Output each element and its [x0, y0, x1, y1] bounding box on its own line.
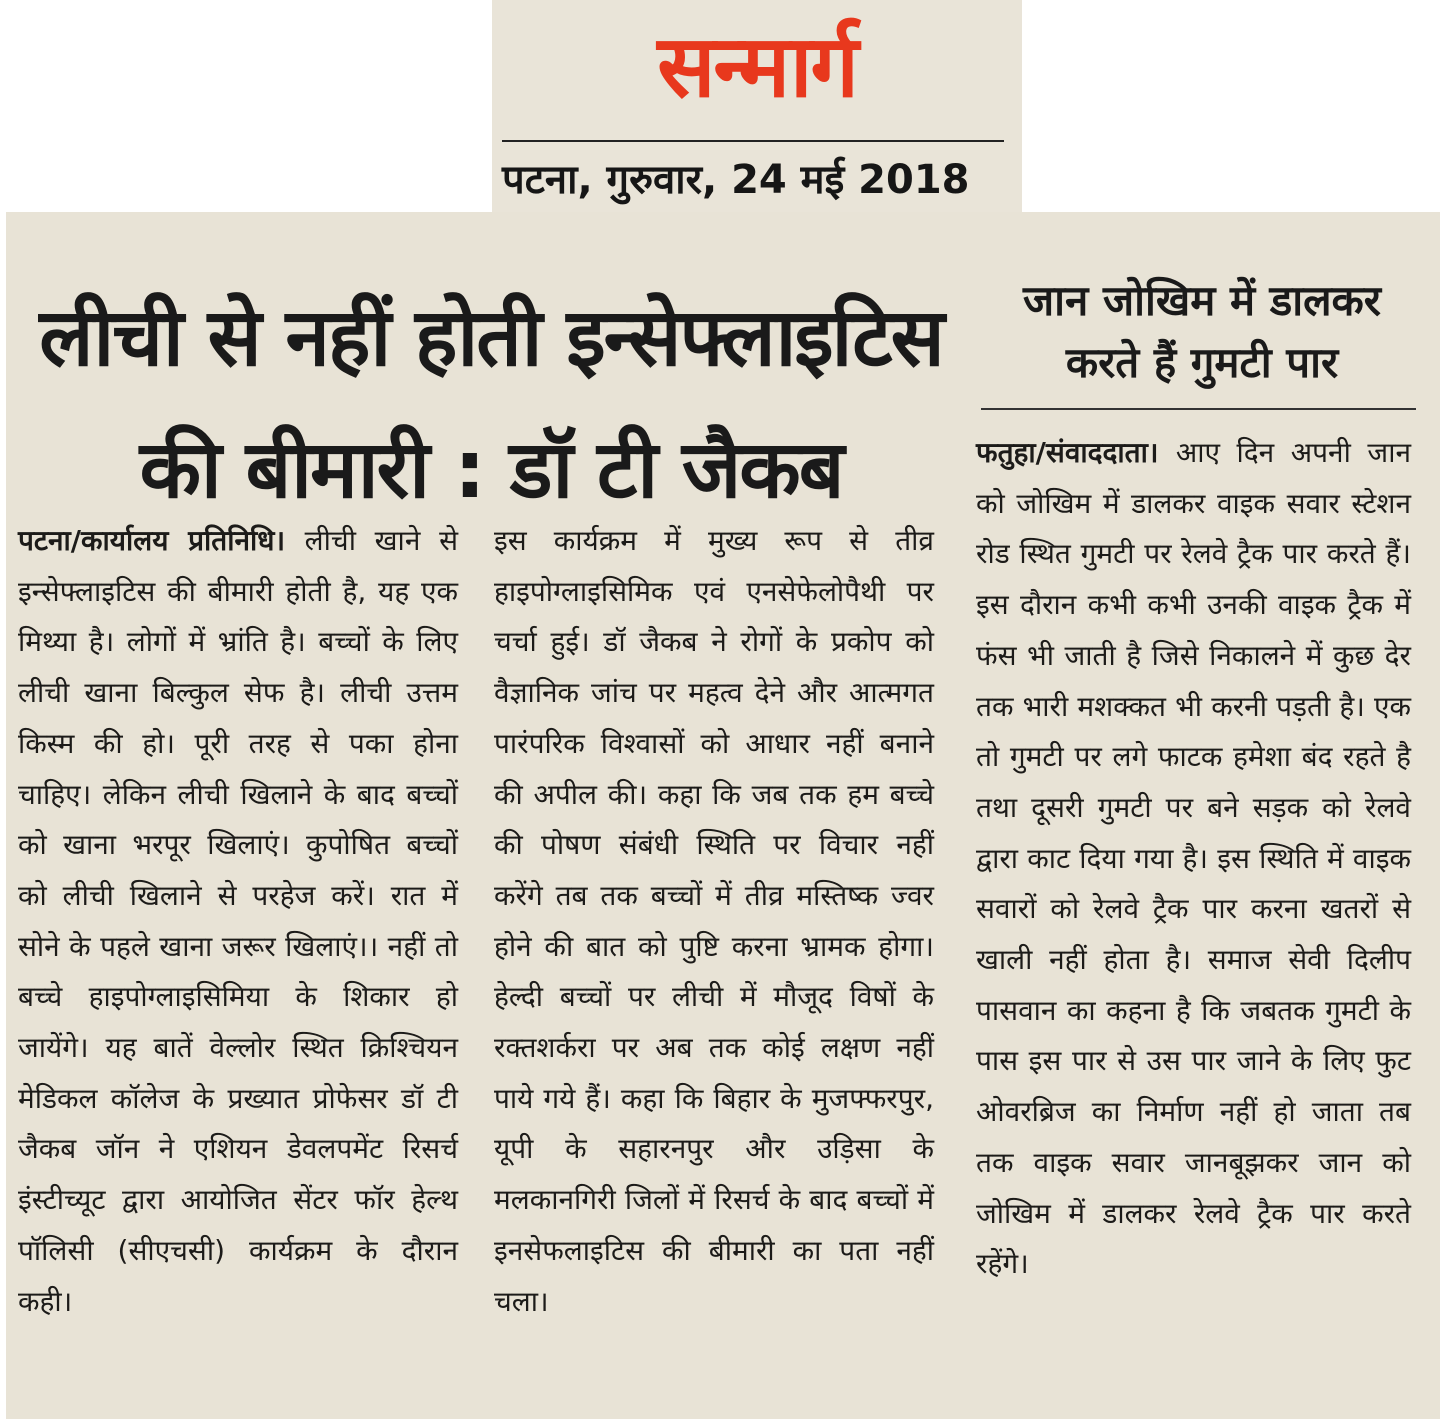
side-headline-divider: [981, 408, 1416, 410]
side-article-column: [976, 428, 1411, 1290]
main-article-dateline: पटना/कार्यालय प्रतिनिधि।: [18, 524, 305, 557]
masthead-dateline: पटना, गुरुवार, 24 मई 2018: [502, 157, 970, 203]
main-headline: लीची से नहीं होती इन्सेफ्लाइटिस की बीमारी : डॉ टी जैकब: [39, 291, 943, 516]
side-headline: जान जोखिम में डालकर करते हैं गुमटी पार: [1023, 276, 1381, 387]
main-article-body-2: इस कार्यक्रम में मुख्य रूप से तीव्र हाइपोग्लाइसिमिक एवं एनसेफेलोपैथी पर चर्चा हुई। डॉ जैकब ने रोगों के प्रकोप को वैज्ञानिक जांच पर महत्व देने और आत्मगत पारंपरिक विश्वासों को आधार नहीं बनाने की अपील की। कहा कि जब तक हम बच्चे की पोषण संबंधी स्थिति पर विचार नहीं करेंगे तब तक बच्चों में तीव्र मस्तिष्क ज्वर होने की बात को पुष्टि करना भ्रामक होगा। हेल्दी बच्चों पर लीची में मौजूद विषों के रक्तशर्करा पर अब तक कोई लक्षण नहीं पाये गये हैं। कहा कि बिहार के मुजफ्फरपुर, यूपी के सहारनपुर और उड़िसा के मलकानगिरी जिलों में रिसर्च के बाद बच्चों में इनसेफलाइटिस की बीमारी का पता नहीं चला।: [494, 524, 934, 1318]
main-article-column-1: [18, 516, 458, 1327]
masthead-divider: [502, 140, 1004, 142]
side-article-body: आए दिन अपनी जान को जोखिम में डालकर वाइक सवार स्टेशन रोड स्थित गुमटी पर रेलवे ट्रैक पार करते हैं। इस दौरान कभी कभी उनकी वाइक ट्रैक में फंस भी जाती है जिसे निकालने में कुछ देर तक भारी मशक्कत भी करनी पड़ती है। एक तो गुमटी पर लगे फाटक हमेशा बंद रहते है तथा दूसरी गुमटी पर बने सड़क को रेलवे द्वारा काट दिया गया है। इस स्थिति में वाइक सवारों को रेलवे ट्रैक पार करना खतरों से खाली नहीं होता है। समाज सेवी दिलीप पासवान का कहना है कि जबतक गुमटी के पास इस पार से उस पार जाने के लिए फुट ओवरब्रिज का निर्माण नहीं हो जाता तब तक वाइक सवार जानबूझकर जान को जोखिम में डालकर रेलवे ट्रैक पार करते रहेंगे।: [976, 436, 1411, 1281]
side-article-dateline: फतुहा/संवाददाता।: [976, 436, 1176, 469]
newspaper-logo: सन्मार्ग: [657, 17, 857, 117]
masthead: [492, 0, 1022, 212]
main-article-body-1: लीची खाने से इन्सेफ्लाइटिस की बीमारी होती है, यह एक मिथ्या है। लोगों में भ्रांति है। बच्चों के लिए लीची खाना बिल्कुल सेफ है। लीची उत्तम किस्म की हो। पूरी तरह से पका होना चाहिए। लेकिन लीची खिलाने के बाद बच्चों को खाना भरपूर खिलाएं। कुपोषित बच्चों को लीची खिलाने से परहेज करें। रात में सोने के पहले खाना जरूर खिलाएं।। नहीं तो बच्चे हाइपोग्लाइसिमिया के शिकार हो जायेंगे। यह बातें वेल्लोर स्थित क्रिश्चियन मेडिकल कॉलेज के प्रख्यात प्रोफेसर डॉ टी जैकब जॉन ने एशियन डेवलपमेंट रिसर्च इंस्टीच्यूट द्वारा आयोजित सेंटर फॉर हेल्थ पॉलिसी (सीएचसी) कार्यक्रम के दौरान कही।: [18, 524, 458, 1318]
main-article-column-2: [494, 516, 934, 1327]
newspaper-clipping: [6, 212, 1440, 1419]
